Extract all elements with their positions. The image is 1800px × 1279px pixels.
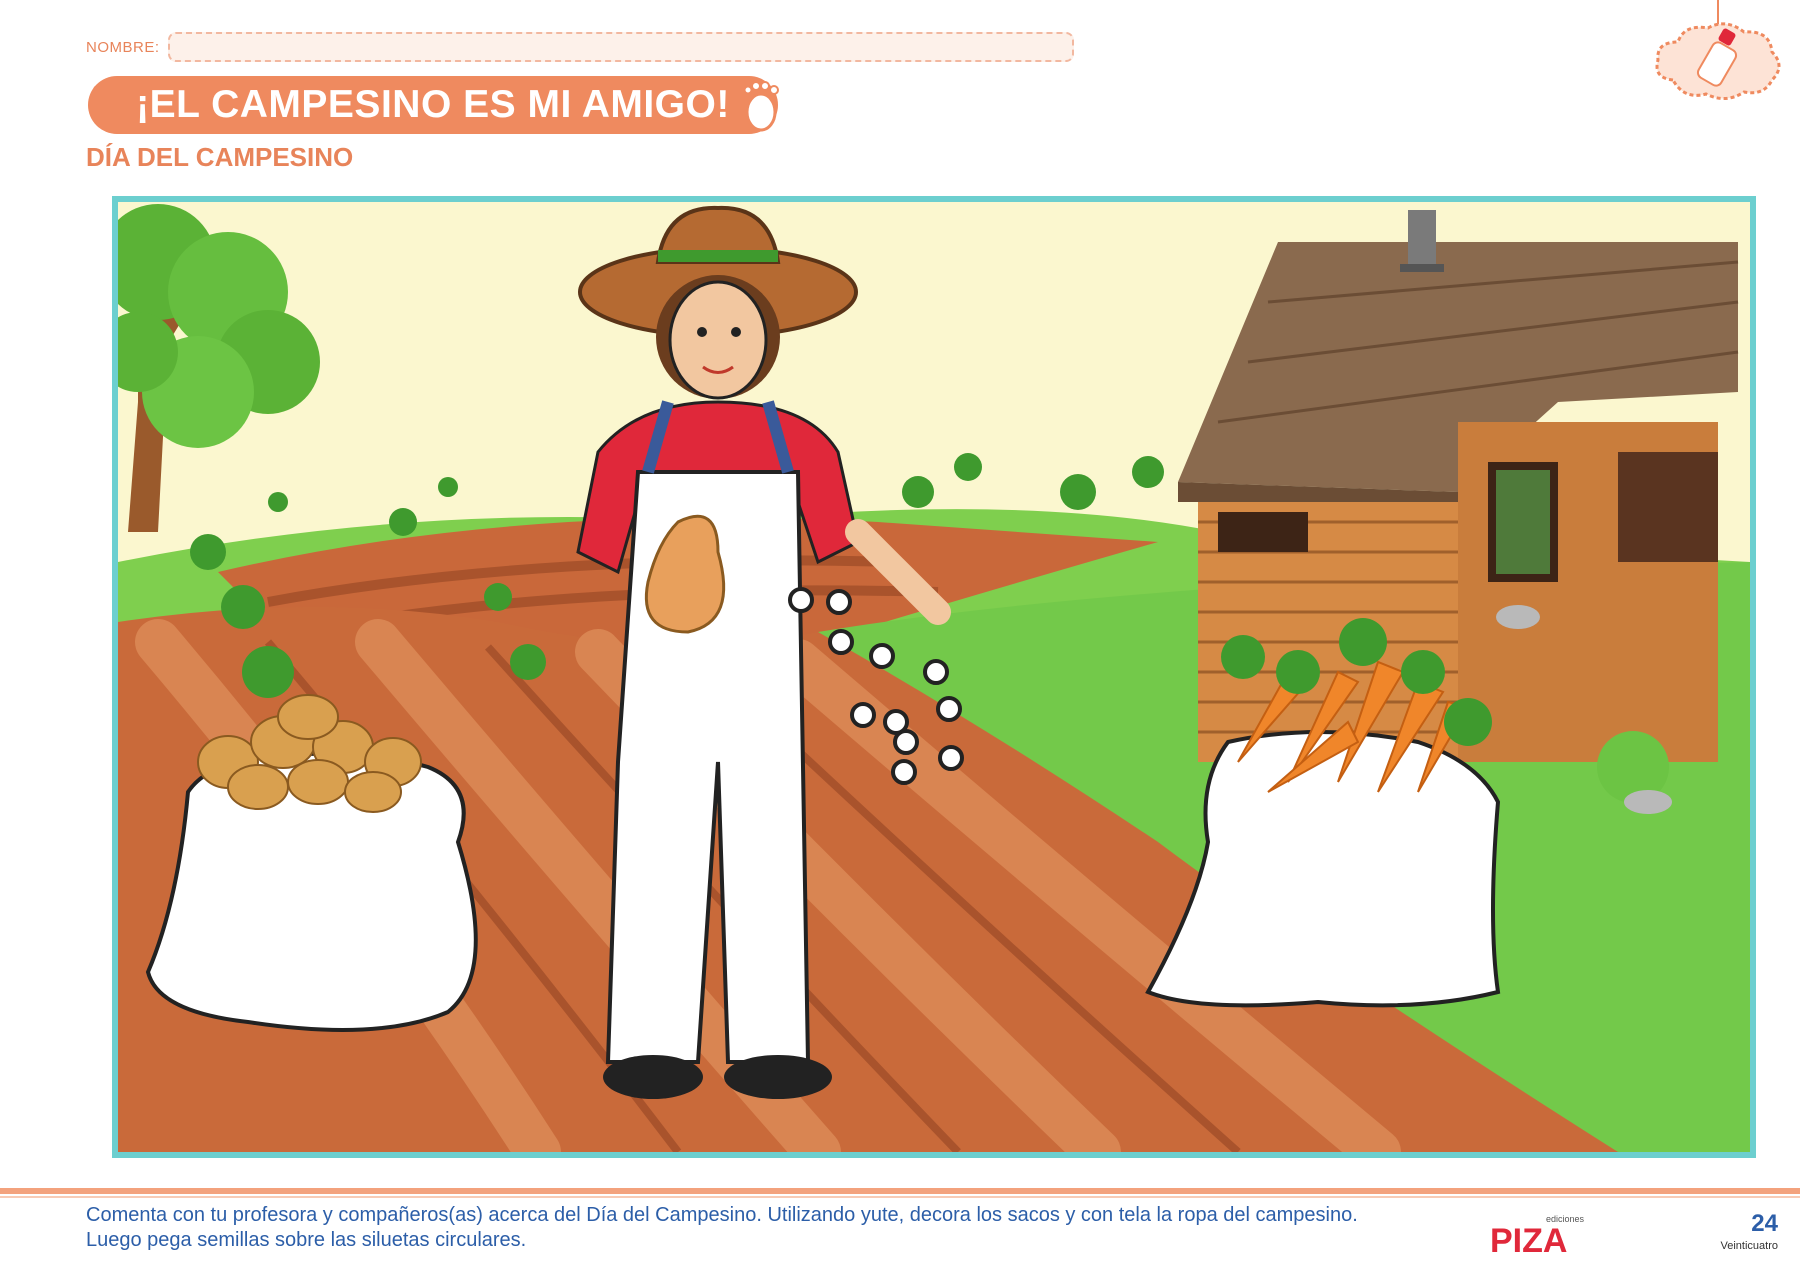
farm-scene — [118, 202, 1750, 1152]
seed-circle[interactable] — [938, 698, 960, 720]
publisher-logo — [1488, 1212, 1584, 1256]
seed-circle[interactable] — [828, 591, 850, 613]
instruction-line-2: Luego pega semillas sobre las siluetas circulares. — [86, 1229, 527, 1251]
page-number: 24 — [1751, 1210, 1778, 1237]
cloud-bottle-badge-icon — [1648, 0, 1788, 110]
seed-circle[interactable] — [830, 631, 852, 653]
name-label: NOMBRE: — [86, 38, 160, 56]
wooden-house — [1178, 210, 1738, 762]
footer-divider — [0, 1188, 1800, 1194]
title-banner — [88, 76, 778, 134]
instructions — [86, 1203, 1446, 1253]
publisher-small-text: ediciones — [1546, 1214, 1584, 1224]
name-input-field[interactable] — [168, 32, 1074, 62]
seed-circle[interactable] — [893, 761, 915, 783]
page-title: ¡EL CAMPESINO ES MI AMIGO! — [136, 83, 730, 126]
seed-circle[interactable] — [925, 661, 947, 683]
seed-circle[interactable] — [940, 747, 962, 769]
seed-circle[interactable] — [895, 731, 917, 753]
seed-circle[interactable] — [852, 704, 874, 726]
publisher-name: PIZA — [1490, 1222, 1568, 1256]
instruction-line-1: Comenta con tu profesora y compañeros(as) acerca del Día del Campesino. Utilizando yute, decora los sacos y con tela la ropa del campesino. — [86, 1204, 1358, 1226]
right-footprint-icon — [736, 78, 786, 132]
farm-illustration-frame — [112, 196, 1756, 1158]
name-row — [86, 32, 1074, 62]
page-subtitle: DÍA DEL CAMPESINO — [86, 142, 354, 172]
rock-2 — [1624, 790, 1672, 814]
seed-circle[interactable] — [790, 589, 812, 611]
seed-circle[interactable] — [871, 645, 893, 667]
rock — [1496, 605, 1540, 629]
page-number-word: Veinticuatro — [1720, 1240, 1778, 1252]
footer-divider-thin — [0, 1196, 1800, 1198]
